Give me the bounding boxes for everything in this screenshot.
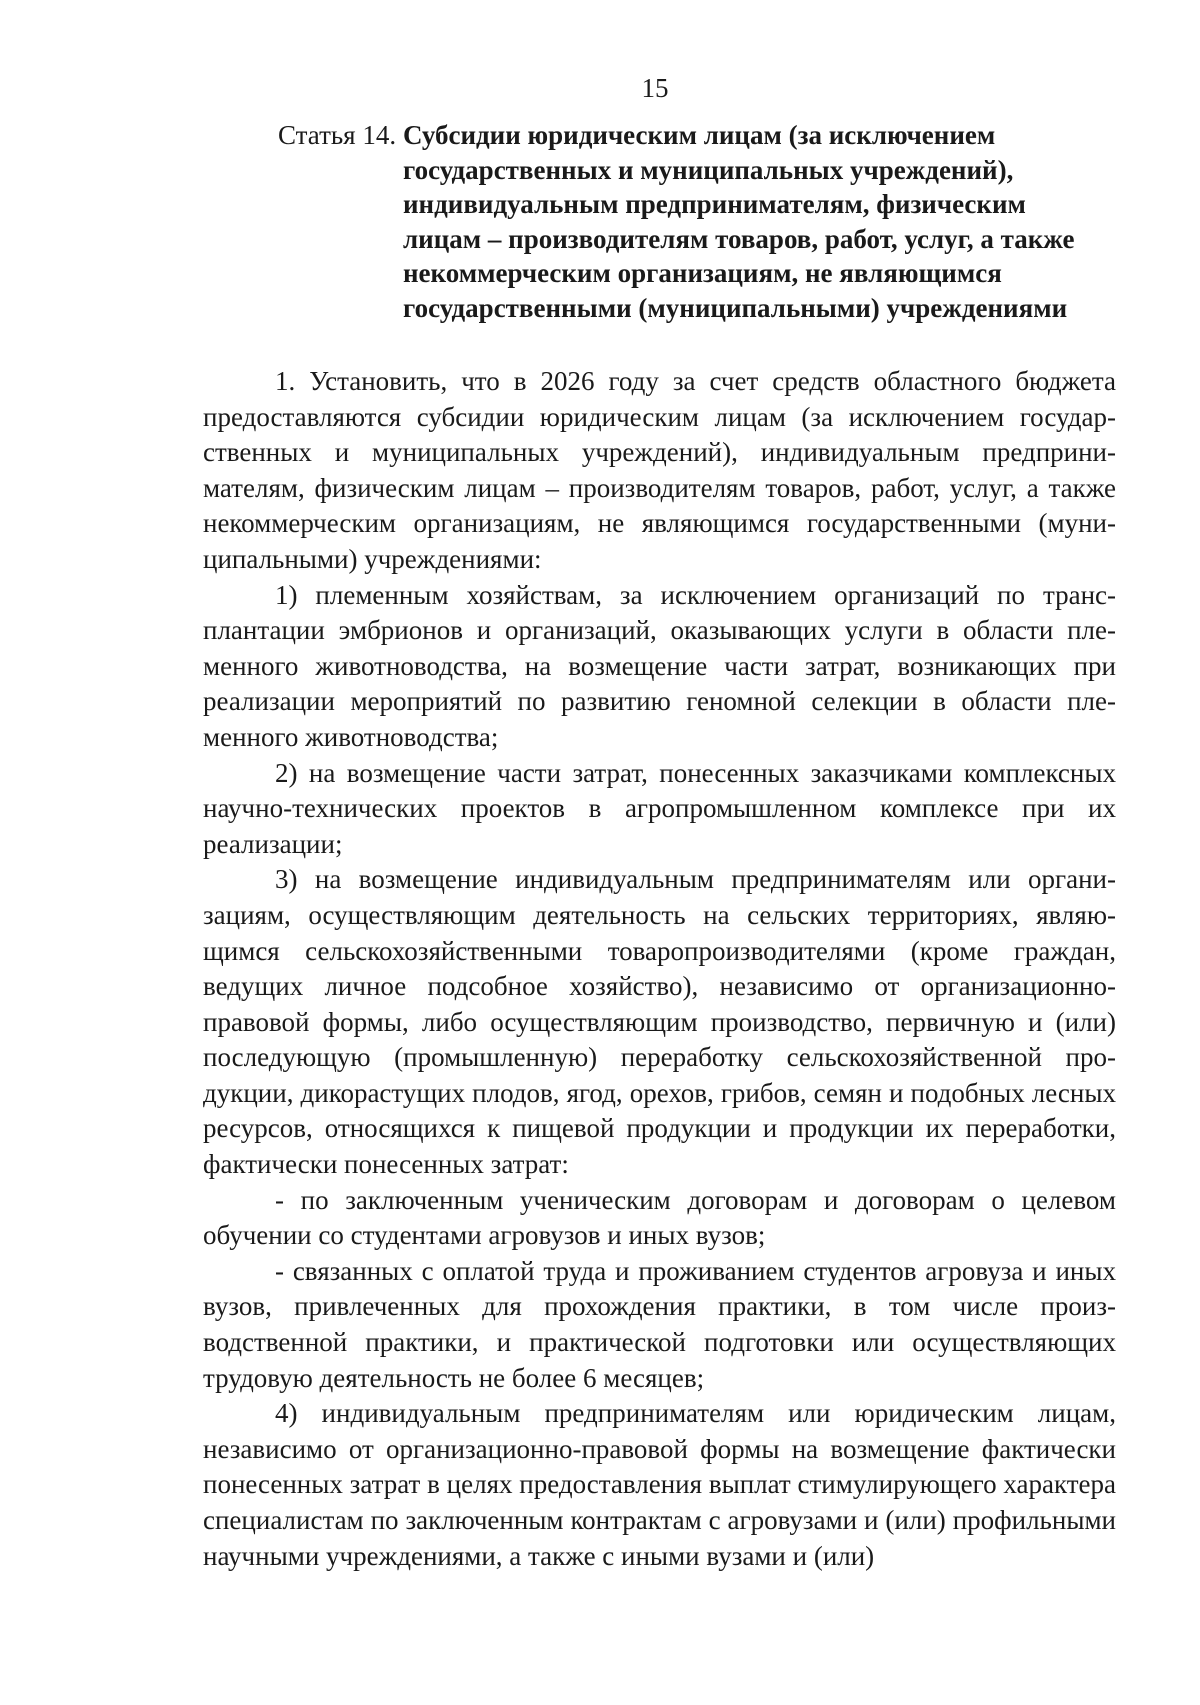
article-title-line: Субсидии юридическим лицам (за исключением: [403, 120, 996, 150]
paragraph-item-4: 4) индивидуальным предпринимателям или юридическим лицам, независимо от организационно-правовой формы на возмещение фактически понесенных затрат в целях предоставления выплат стимулирующего характера специалистам по заключенным контрактам с агровузами и (или) профильными научными учреждениями, а также с иными вузами и (или): [203, 1398, 1116, 1571]
paragraph-item-2: 2) на возмещение части затрат, понесенных заказчиками комплексных научно-технических проектов в агропромышленном комплексе при их реализации;: [203, 757, 1116, 859]
paragraph-subitem-practice: - связанных с оплатой труда и проживанием студентов агровуза и иных вузов, привлеченных для прохождения практики, в том числе производственной практики, и практической подготовки или осуществляющих трудовую деятельность не более 6 месяцев;: [203, 1255, 1116, 1393]
article-title-line: индивидуальным предпринимателям, физическим: [403, 189, 1026, 219]
article-title: [403, 118, 1115, 325]
article-title-line: государственных и муниципальных учреждений),: [403, 154, 1014, 185]
paragraph-intro: 1. Установить, что в 2026 году за счет средств областного бюджета предоставляются субсидии юридическим лицам (за исключением государственных и муниципальных учреждений), индивидуальным предпринимателям, физическим лицам – производителям товаров, работ, услуг, а также некоммерческим организациям, не являющимся государственными (муниципальными) учреждениями:: [203, 366, 1116, 574]
paragraph-item-3: 3) на возмещение индивидуальным предпринимателям или организациям, осуществляющим деятельность на сельских территориях, являющимся сельскохозяйственными товаропроизводителями (кроме граждан, ведущих личное подсобное хозяйство), независимо от организационно-правовой формы, либо осуществляющим производство, первичную и (или) последующую (промышленную) переработку сельскохозяйственной продукции, дикорастущих плодов, ягод, орехов, грибов, семян и подобных лесных ресурсов, относящихся к пищевой продукции и продукции их переработки, фактически понесенных затрат:: [203, 864, 1116, 1180]
article-body: [203, 364, 1116, 1574]
article-prefix: Статья 14.: [278, 120, 397, 150]
article-title-line: некоммерческим организациям, не являющимся: [403, 258, 1002, 288]
paragraph-subitem-contracts: - по заключенным ученическим договорам и договорам о целевом обучении со студентами агровузов и иных вузов;: [203, 1184, 1116, 1251]
paragraph-item-1: 1) племенным хозяйствам, за исключением организаций по трансплантации эмбрионов и организаций, оказывающих услуги в области племенного животноводства, на возмещение части затрат, возникающих при реализации мероприятий по развитию геномной селекции в области племенного животноводства;: [203, 579, 1116, 752]
article-title-line: лицам – производителям товаров, работ, услуг, а также: [403, 223, 1075, 254]
article-title-line: государственными (муниципальными) учреждениями: [403, 292, 1068, 323]
page-number: 15: [641, 73, 669, 103]
